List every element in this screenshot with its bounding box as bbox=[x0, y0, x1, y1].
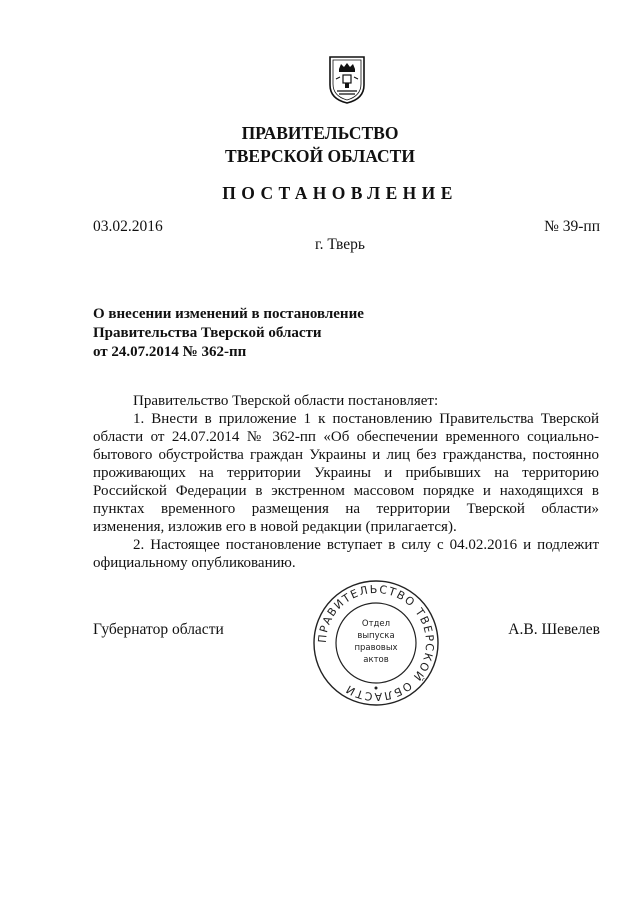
p1-line: пунктах временного размещения на территории Тверской области» bbox=[93, 501, 599, 517]
p1-line: проживающих на территории Украины и прибывших на территорию bbox=[93, 465, 599, 481]
org-line-1: ПРАВИТЕЛЬСТВО bbox=[241, 123, 399, 143]
document-body bbox=[93, 392, 599, 572]
stamp-center-line-4: актов bbox=[363, 655, 389, 665]
stamp-dot bbox=[375, 687, 378, 690]
signatory-name: А.В. Шевелев bbox=[508, 621, 600, 638]
body-intro: Правительство Тверской области постановляет: bbox=[133, 393, 439, 409]
document-date: 03.02.2016 bbox=[93, 218, 163, 235]
org-line-2: ТВЕРСКОЙ ОБЛАСТИ bbox=[225, 146, 415, 166]
p1-line: Российской Федерации в экстренном массовом порядке и находящихся в bbox=[93, 483, 599, 499]
stamp-ring-text: ПРАВИТЕЛЬСТВО ТВЕРСКОЙ ОБЛАСТИ bbox=[315, 582, 437, 704]
subject-line-2: Правительства Тверской области bbox=[93, 325, 322, 341]
p2-line: официальному опубликованию. bbox=[93, 555, 296, 571]
document-city: г. Тверь bbox=[315, 236, 365, 253]
coat-of-arms-icon bbox=[328, 55, 366, 105]
organization-name bbox=[0, 122, 640, 168]
p1-line: изменения, изложив его в новой редакции (прилагается). bbox=[93, 519, 457, 535]
document-type: ПОСТАНОВЛЕНИЕ bbox=[222, 183, 458, 203]
subject-line-3: от 24.07.2014 № 362-пп bbox=[93, 344, 247, 360]
p1-line: области от 24.07.2014 № 362-пп «Об обеспечении временного социально- bbox=[93, 429, 599, 445]
document-number: № 39-пп bbox=[544, 218, 600, 235]
official-stamp bbox=[311, 578, 441, 708]
p1-line: 1. Внести в приложение 1 к постановлению Правительства Тверской bbox=[133, 411, 599, 427]
signatory-title: Губернатор области bbox=[93, 621, 224, 638]
document-subject bbox=[93, 305, 364, 362]
p2-line: 2. Настоящее постановление вступает в силу с 04.02.2016 и подлежит bbox=[133, 537, 599, 553]
stamp-center-line-2: выпуска bbox=[357, 631, 395, 641]
p1-line: бытового обустройства граждан Украины и лиц без гражданства, постоянно bbox=[93, 447, 599, 463]
stamp-center-line-3: правовых bbox=[354, 643, 398, 653]
stamp-center-line-1: Отдел bbox=[361, 619, 391, 629]
subject-line-1: О внесении изменений в постановление bbox=[93, 306, 364, 322]
